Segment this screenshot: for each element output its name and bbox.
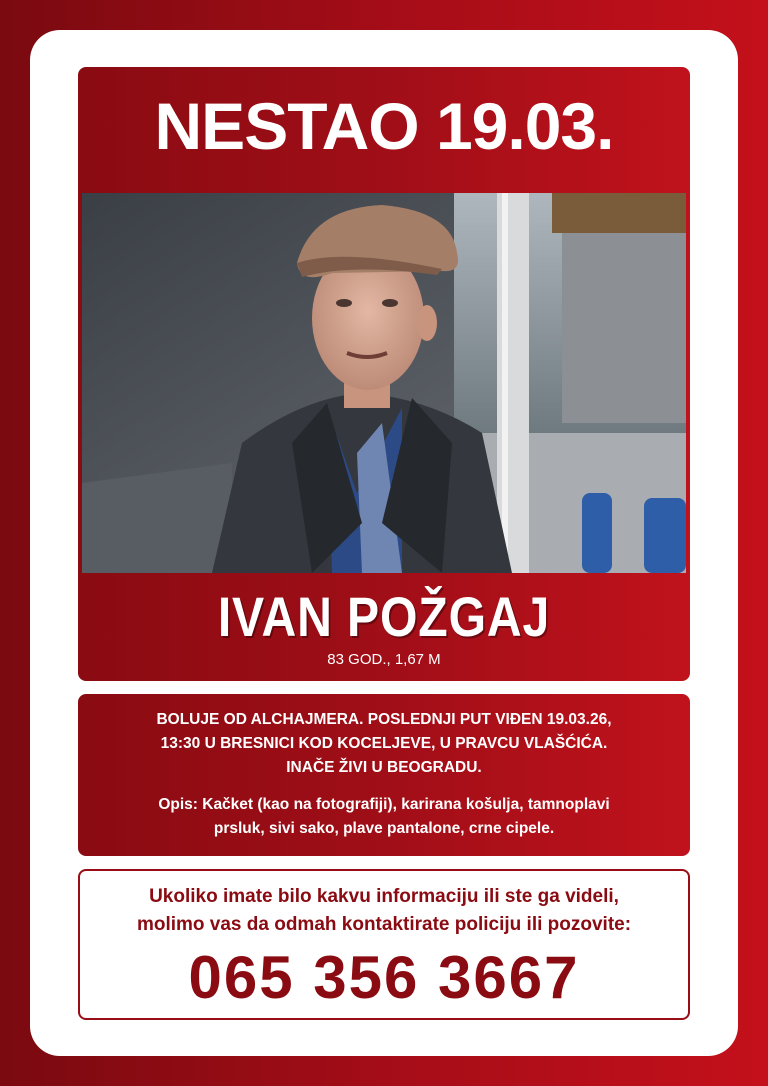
phone-number[interactable]: 065 356 3667 — [188, 944, 580, 1011]
contact-text — [80, 883, 688, 939]
description-text — [78, 793, 690, 841]
info-line: INAČE ŽIVI U BEOGRADU. — [286, 759, 482, 776]
contact-line: molimo vas da odmah kontaktirate policiju ili pozovite: — [136, 914, 632, 935]
circumstances-text — [78, 708, 690, 780]
info-line: 13:30 U BRESNICI KOD KOCELJEVE, U PRAVCU VLAŠĆIĆA. — [160, 735, 608, 752]
description-line: Opis: Kačket (kao na fotografiji), karirana košulja, tamnoplavi — [158, 796, 610, 813]
headline: NESTAO 19.03. — [154, 89, 614, 163]
info-panel — [78, 694, 690, 856]
person-name: IVAN POŽGAJ — [217, 585, 551, 648]
contact-line: Ukoliko imate bilo kakvu informaciju ili ste ga videli, — [149, 886, 619, 907]
description-line: prsluk, sivi sako, plave pantalone, crne cipele. — [213, 820, 555, 837]
age-height: 83 GOD., 1,67 M — [327, 651, 441, 668]
info-line: BOLUJE OD ALCHAJMERA. POSLEDNJI PUT VIĐEN 19.03.26, — [156, 711, 612, 728]
missing-person-photo — [82, 193, 686, 573]
contact-box — [78, 869, 690, 1020]
